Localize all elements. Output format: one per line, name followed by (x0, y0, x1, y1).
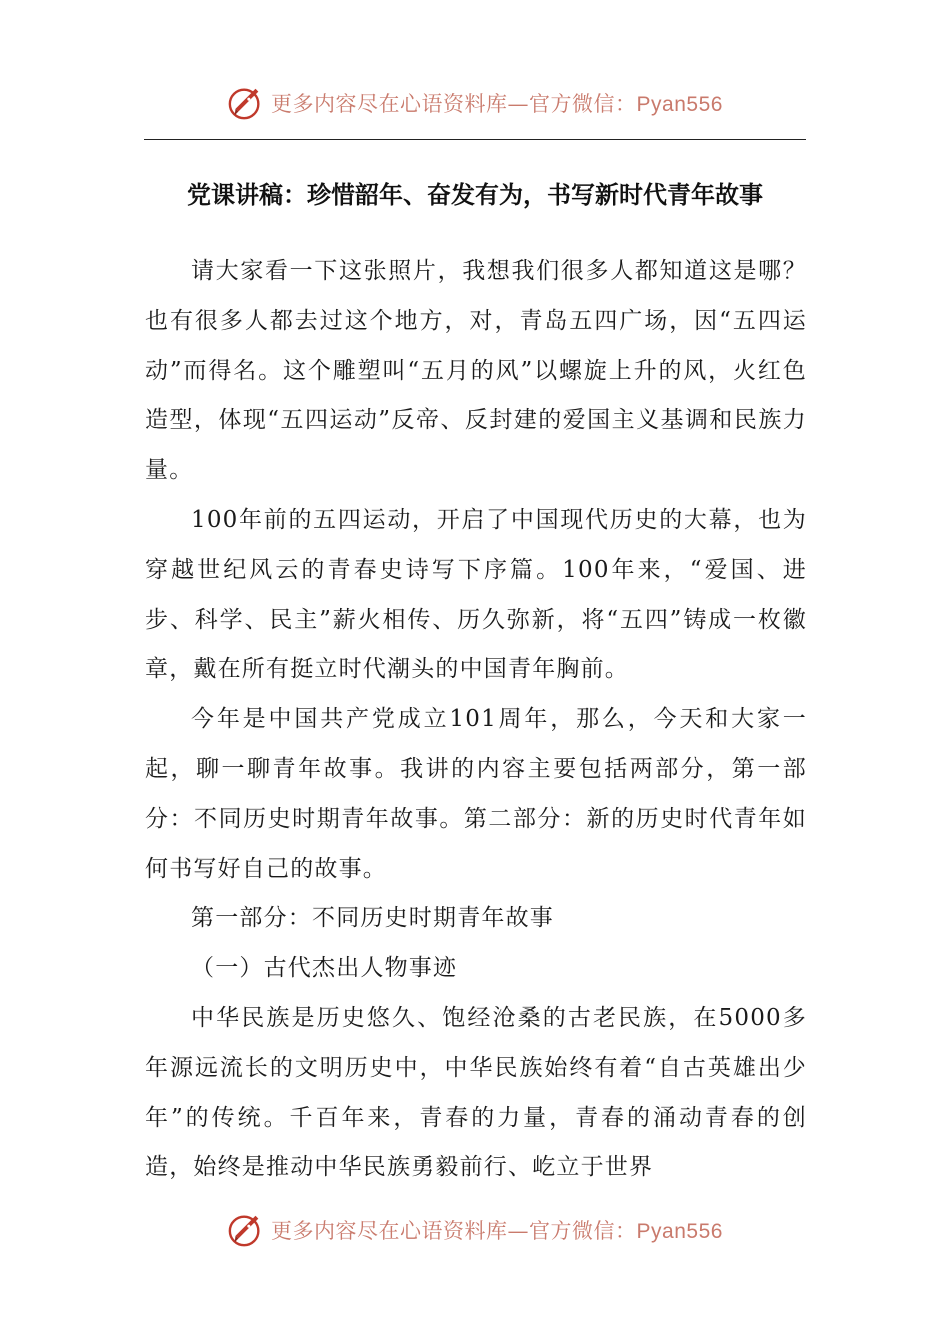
document-title: 党课讲稿：珍惜韶年、奋发有为，书写新时代青年故事 (187, 180, 763, 209)
body-paragraph: 中华民族是历史悠久、饱经沧桑的古老民族，在5000多年源远流长的文明历史中，中华民族始终有着“自古英雄出少年”的传统。千百年来，青春的力量，青春的涌动青春的创造，始终是推动中华民族勇毅前行、屹立于世界 (145, 1004, 807, 1181)
body-paragraph: 今年是中国共产党成立101周年，那么，今天和大家一起，聊一聊青年故事。我讲的内容主要包括两部分，第一部分：不同历史时期青年故事。第二部分：新的历史时代青年如何书写好自己的故事。 (145, 706, 807, 882)
subsection-heading: （一）古代杰出人物事迹 (191, 955, 458, 982)
pen-nib-circle-logo-icon (227, 84, 265, 122)
header-watermark-banner (0, 78, 950, 128)
header-banner-text: 更多内容尽在心语资料库—官方微信：Pyan556 (271, 92, 723, 116)
document-body (145, 247, 807, 1193)
pen-nib-circle-logo-icon (227, 1211, 265, 1249)
footer-banner-text: 更多内容尽在心语资料库—官方微信：Pyan556 (271, 1219, 723, 1243)
footer-watermark-banner (0, 1205, 950, 1255)
section-heading: 第一部分：不同历史时期青年故事 (191, 905, 554, 932)
body-paragraph: 请大家看一下这张照片，我想我们很多人都知道这是哪？也有很多人都去过这个地方，对，青岛五四广场，因“五四运动”而得名。这个雕塑叫“五月的风”以螺旋上升的风，火红色造型，体现“五四运动”反帝、反封建的爱国主义基调和民族力量。 (145, 258, 807, 484)
body-paragraph: 100年前的五四运动，开启了中国现代历史的大幕，也为穿越世纪风云的青春史诗写下序篇。100年来，“爱国、进步、科学、民主”薪火相传、历久弥新，将“五四”铸成一枚徽章，戴在所有挺立时代潮头的中国青年胸前。 (145, 506, 807, 683)
header-divider (144, 139, 806, 140)
